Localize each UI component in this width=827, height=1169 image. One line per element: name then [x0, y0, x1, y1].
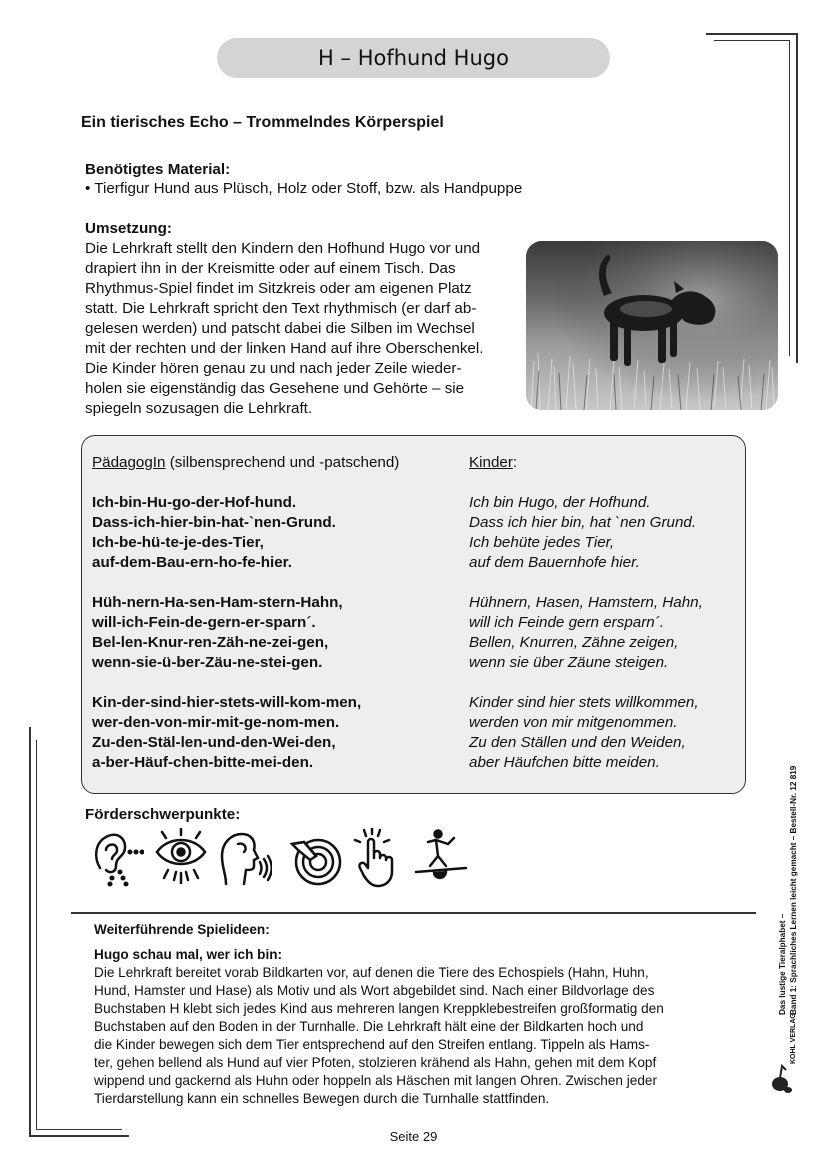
weiter-line: die Kinder bewegen sich dem Tier entsprechend auf den Streifen entlang. Tippeln als Hams- — [94, 1037, 650, 1052]
weiter-line: Die Lehrkraft bereitet vorab Bildkarten vor, auf denen die Tiere des Echospiels (Hahn, Huhn, — [94, 965, 649, 980]
poem-line: Ich bin Hugo, der Hofhund. — [469, 494, 651, 511]
dog-photo — [526, 241, 778, 410]
poem-right-header-rest: : — [512, 454, 518, 471]
umsetzung-line: Die Lehrkraft stellt den Kindern den Hofhund Hugo vor und — [85, 240, 481, 257]
speaking-head-icon — [218, 828, 272, 888]
weiter-subheading: Hugo schau mal, wer ich bin: — [94, 947, 283, 962]
umsetzung-line: Rhythmus-Spiel findet im Sitzkreis oder am eigenen Platz — [85, 280, 472, 297]
poem-right-header-underlined: Kinder — [469, 454, 513, 471]
section-divider — [71, 912, 756, 914]
frame-line-top-right-v — [796, 33, 798, 363]
poem-left-stanza-2 — [92, 593, 462, 673]
publisher-name: KOHL VERLAG — [790, 1013, 797, 1064]
umsetzung-line: mit der rechten und der linken Hand auf ihre Oberschenkel. — [85, 340, 484, 357]
poem-line: Bel-len-Knur-ren-Zäh-ne-zei-gen, — [92, 634, 329, 651]
poem-left-stanza-3 — [92, 693, 462, 773]
weiter-line: wippend und gackernd als Huhn oder hoppeln als Häschen mit langen Ohren. Zwischen jeder — [94, 1073, 657, 1088]
frame-line-top-right-h — [706, 33, 798, 35]
weiter-paragraph — [94, 964, 739, 1108]
poem-left-header — [92, 453, 462, 473]
poem-line: Bellen, Knurren, Zähne zeigen, — [469, 634, 679, 651]
poem-left-header-rest: (silbensprechend und -patschend) — [165, 454, 400, 471]
poem-left-stanza-1 — [92, 493, 462, 573]
foerder-label: Förderschwerpunkte: — [85, 806, 241, 823]
poem-line: auf dem Bauernhofe hier. — [469, 554, 640, 571]
frame-line-top-right-v2 — [789, 40, 790, 356]
umsetzung-line: gelesen werden) und patscht dabei die Silben im Wechsel — [85, 320, 475, 337]
poem-line: auf-dem-Bau-ern-ho-fe-hier. — [92, 554, 292, 571]
umsetzung-line: holen sie eigenständig das Gesehene und Gehörte – sie — [85, 380, 465, 397]
poem-line: wenn-sie-ü-ber-Zäu-ne-stei-gen. — [92, 654, 323, 671]
poem-line: Dass ich hier bin, hat `nen Grund. — [469, 514, 697, 531]
publisher-logo — [768, 1013, 804, 1096]
poem-right-header — [469, 453, 739, 473]
poem-line: will-ich-Fein-de-gern-er-sparn´. — [92, 614, 316, 631]
poem-line: aber Häufchen bitte meiden. — [469, 754, 660, 771]
weiter-line: Hund, Hamster und Hase) als Motiv und als Wort abgebildet sind. Nach einer Bildvorlage des — [94, 983, 655, 998]
side-text-line1: Das lustige Tieralphabet – — [778, 913, 787, 1015]
umsetzung-label: Umsetzung: — [85, 220, 172, 237]
poem-line: Ich-bin-Hu-go-der-Hof-hund. — [92, 494, 297, 511]
target-hand-icon — [288, 828, 342, 888]
poem-line: Zu-den-Stäl-len-und-den-Wei-den, — [92, 734, 336, 751]
poem-left-header-underlined: PädagogIn — [92, 454, 166, 471]
side-text-line2: Band 1: Sprachliches Lernen leicht gemacht – Bestell-Nr. 12 819 — [789, 765, 798, 1015]
frame-line-bottom-left-v2 — [36, 740, 37, 1130]
eye-icon — [154, 828, 208, 888]
page-number: Seite 29 — [389, 1129, 438, 1144]
weiter-heading: Weiterführende Spielideen: — [94, 922, 270, 937]
weiter-line: Buchstaben auf den Boden in der Turnhalle. Die Lehrkraft hält eine der Bildkarten hoch und — [94, 1019, 644, 1034]
weiter-line: ter, gehen bellend als Hund auf vier Pfoten, stolzieren krähend als Hahn, gehen mit dem Kopf — [94, 1055, 657, 1070]
umsetzung-paragraph — [85, 239, 518, 419]
poem-line: Ich-be-hü-te-je-des-Tier, — [92, 534, 264, 551]
balance-icon — [414, 828, 468, 888]
poem-line: Kinder sind hier stets willkommen, — [469, 694, 699, 711]
frame-line-top-right-h2 — [714, 40, 790, 41]
poem-line: wenn sie über Zäune steigen. — [469, 654, 669, 671]
umsetzung-line: spiegeln sozusagen die Lehrkraft. — [85, 400, 313, 417]
poem-line: Dass-ich-hier-bin-hat-`nen-Grund. — [92, 514, 336, 531]
poem-line: will ich Feinde gern ersparn´. — [469, 614, 664, 631]
umsetzung-line: Die Kinder hören genau zu und nach jeder Zeile wieder- — [85, 360, 462, 377]
pointing-hand-icon — [352, 828, 406, 888]
poem-line: Zu den Ställen und den Weiden, — [469, 734, 686, 751]
poem-right-stanza-2 — [469, 593, 739, 673]
poem-line: werden von mir mitgenommen. — [469, 714, 678, 731]
poem-line: a-ber-Häuf-chen-bitte-mei-den. — [92, 754, 314, 771]
section-heading: Ein tierisches Echo – Trommelndes Körperspiel — [81, 114, 444, 131]
poem-line: Kin-der-sind-hier-stets-will-kom-men, — [92, 694, 362, 711]
material-label: Benötigtes Material: — [85, 161, 231, 178]
frame-line-bottom-left-v — [29, 727, 31, 1137]
weiter-line: Tierdarstellung kann ein schnelles Bewegen durch die Turnhalle stattfinden. — [94, 1091, 550, 1106]
poem-line: Ich behüte jedes Tier, — [469, 534, 615, 551]
poem-line: wer-den-von-mir-mit-ge-nom-men. — [92, 714, 340, 731]
poem-right-stanza-1 — [469, 493, 739, 573]
ear-icon — [90, 828, 144, 888]
umsetzung-line: statt. Die Lehrkraft spricht den Text rhythmisch (er darf ab- — [85, 300, 477, 317]
page-title: H – Hofhund Hugo — [217, 38, 610, 78]
umsetzung-line: drapiert ihn in der Kreismitte oder auf einem Tisch. Das — [85, 260, 456, 277]
poem-line: Hüh-nern-Ha-sen-Ham-stern-Hahn, — [92, 594, 343, 611]
material-item: • Tierfigur Hund aus Plüsch, Holz oder Stoff, bzw. als Handpuppe — [85, 180, 523, 197]
weiter-line: Buchstaben H klebt sich jedes Kind aus mehreren langen Kreppklebestreifen großformatig den — [94, 1001, 664, 1016]
poem-right-stanza-3 — [469, 693, 739, 773]
poem-line: Hühnern, Hasen, Hamstern, Hahn, — [469, 594, 703, 611]
